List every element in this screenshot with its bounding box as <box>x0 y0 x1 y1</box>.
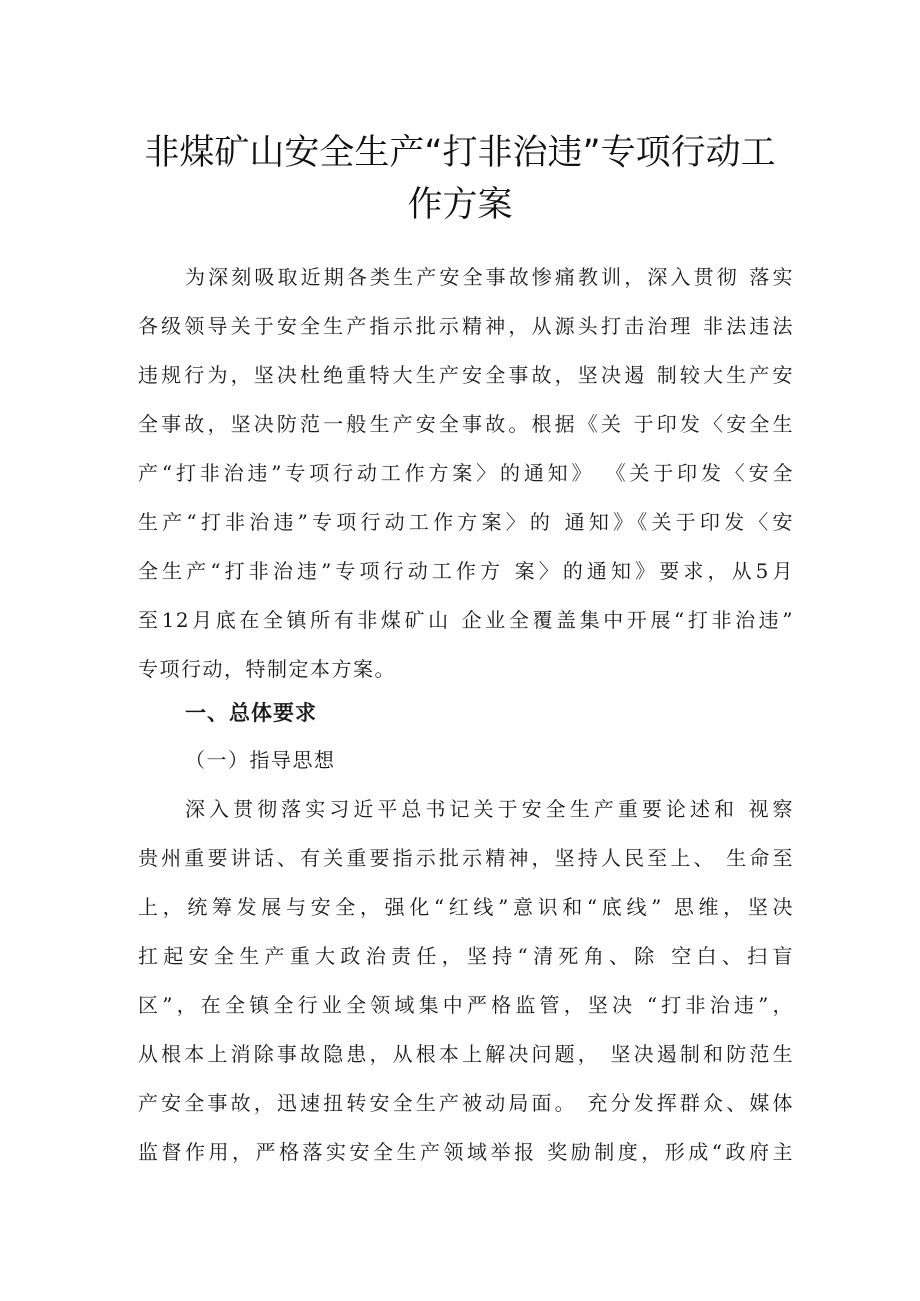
guiding-line: 监督作用，严格落实安全生产领域举报 奖励制度，形成“政府主 <box>138 1140 794 1164</box>
guiding-line: 上，统筹发展与安全，强化“红线”意识和“底线” 思维，坚决 <box>138 895 794 919</box>
intro-line: 生产“打非治违”专项行动工作方案〉的 通知》《关于印发〈安 <box>138 510 794 534</box>
section-heading: 一、总体要求 <box>185 701 317 725</box>
intro-line: 全生产“打非治违”专项行动工作方 案〉的通知》要求，从5月 <box>138 559 794 583</box>
document-title-line-2: 作方案 <box>407 185 513 225</box>
intro-line: 各级领导关于安全生产指示批示精神，从源头打击治理 非法违法 <box>138 314 794 338</box>
guiding-line: 从根本上消除事故隐患，从根本上解决问题， 坚决遏制和防范生 <box>138 1042 794 1066</box>
intro-line: 全事故，坚决防范一般生产安全事故。根据《关 于印发〈安全生 <box>138 412 794 436</box>
intro-line: 违规行为，坚决杜绝重特大生产安全事故，坚决遏 制较大生产安 <box>138 363 794 387</box>
guiding-line: 贵州重要讲话、有关重要指示批示精神，坚持人民至上、 生命至 <box>138 846 794 870</box>
intro-line: 为深刻吸取近期各类生产安全事故惨痛教训，深入贯彻 落实 <box>185 265 794 289</box>
intro-line: 专项行动，特制定本方案。 <box>138 657 396 681</box>
guiding-line: 扛起安全生产重大政治责任，坚持“清死角、除 空白、扫盲 <box>138 944 794 968</box>
document-title-line-1: 非煤矿山安全生产“打非治违”专项行动工 <box>144 133 776 173</box>
guiding-line: 产安全事故，迅速扭转安全生产被动局面。 充分发挥群众、媒体 <box>138 1091 794 1115</box>
guiding-line: 区”，在全镇全行业全领域集中严格监管，坚决 “打非治违”， <box>138 993 794 1017</box>
subsection-heading: （一）指导思想 <box>185 748 336 772</box>
intro-line: 至12月底在全镇所有非煤矿山 企业全覆盖集中开展“打非治违” <box>138 608 794 632</box>
intro-line: 产“打非治违”专项行动工作方案〉的通知》 《关于印发〈安全 <box>138 461 794 485</box>
guiding-line: 深入贯彻落实习近平总书记关于安全生产重要论述和 视察 <box>185 797 794 821</box>
